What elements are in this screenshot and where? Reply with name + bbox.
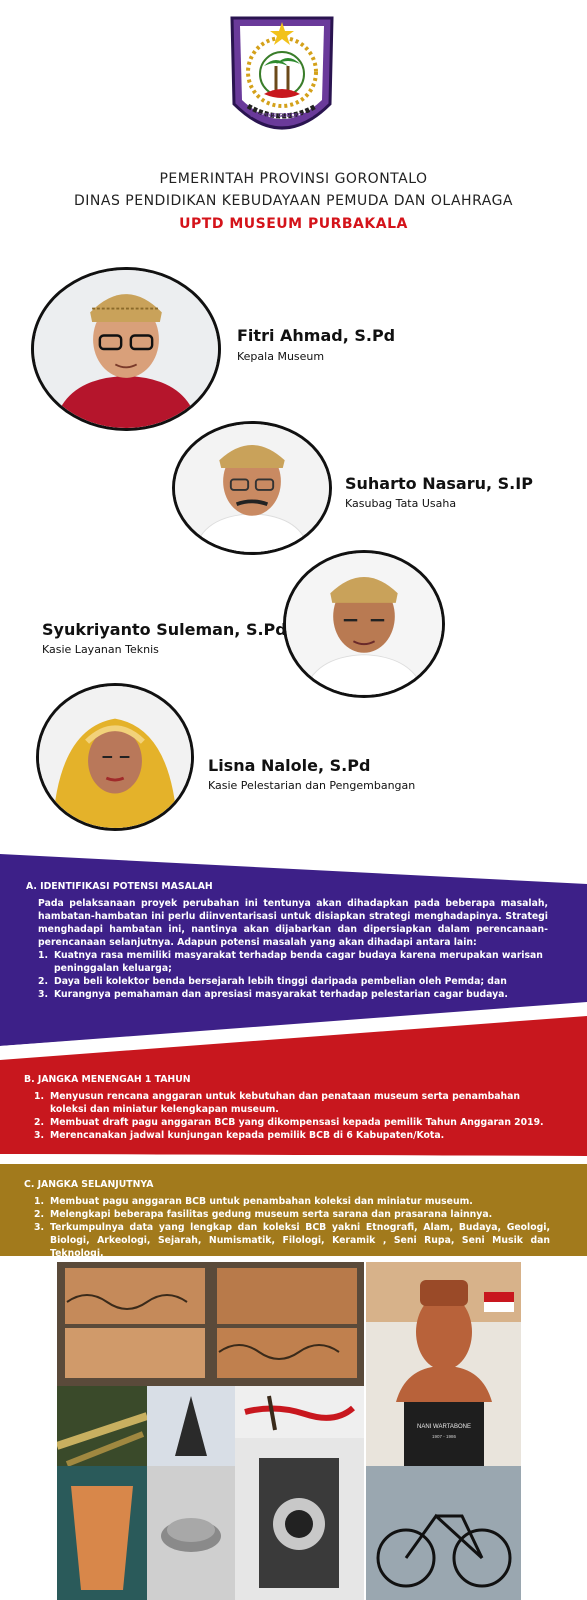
staff-role-3: Kasie Layanan Teknis	[42, 643, 159, 656]
section-a-title: A. IDENTIFIKASI POTENSI MASALAH	[26, 881, 213, 892]
gallery-camera-photo	[235, 1438, 364, 1600]
provincial-emblem-logo	[226, 14, 338, 144]
portrait-lisna-nalole	[36, 683, 194, 831]
emblem-text: PROVINSI GORONTALO	[250, 113, 314, 119]
gallery-keris-photo	[235, 1386, 364, 1438]
staff-name-2: Suharto Nasaru, S.IP	[345, 474, 533, 493]
section-b-list	[24, 1090, 550, 1142]
gallery-grindstone-photo	[147, 1466, 235, 1600]
section-c-title: C. JANGKA SELANJUTNYA	[24, 1179, 154, 1190]
museum-title: UPTD MUSEUM PURBAKALA	[179, 216, 408, 232]
list-item: 1. Kuatnya rasa memiliki masyarakat terhadap benda cagar budaya karena merupakan warisan peninggalan keluarga;	[38, 950, 543, 974]
section-b-title: B. JANGKA MENENGAH 1 TAHUN	[24, 1074, 191, 1085]
page-header	[0, 168, 587, 236]
section-b	[24, 1073, 550, 1142]
section-c-list	[24, 1195, 550, 1260]
portrait-syukriyanto-suleman	[283, 550, 445, 698]
staff-name-3: Syukriyanto Suleman, S.Pd	[42, 620, 287, 639]
government-title: PEMERINTAH PROVINSI GORONTALO	[159, 171, 428, 187]
list-item: 3. Merencanakan jadwal kunjungan kepada pemilik BCB di 6 Kabupaten/Kota.	[34, 1130, 445, 1141]
section-a	[26, 880, 548, 1001]
bust-plaque-years: 1907 - 1986	[431, 1434, 457, 1439]
staff-role-2: Kasubag Tata Usaha	[345, 497, 457, 510]
list-item: 2. Melengkapi beberapa fasilitas gedung museum serta sarana dan prasarana lainnya.	[34, 1209, 493, 1220]
section-c	[24, 1178, 550, 1260]
staff-role-4: Kasie Pelestarian dan Pengembangan	[208, 779, 416, 792]
list-item: 1. Menyusun rencana anggaran untuk kebutuhan dan penataan museum serta penambahan koleksi dan miniatur kelengkapan museum.	[34, 1091, 521, 1115]
section-a-list	[26, 949, 548, 1001]
department-title: DINAS PENDIDIKAN KEBUDAYAAN PEMUDA DAN OLAHRAGA	[73, 193, 513, 209]
bust-plaque-text: NANI WARTABONE	[417, 1424, 471, 1430]
gallery-hat-photo	[147, 1386, 235, 1466]
list-item: 2. Daya beli kolektor benda bersejarah lebih tinggi daripada pembelian oleh Pemda; dan	[38, 976, 507, 987]
section-a-paragraph: Pada pelaksanaan proyek perubahan ini tentunya akan dihadapkan pada beberapa masalah, hambatan-hambatan ini perlu diinventarisasi untuk disiapkan strategi menghadapinya. Strategi menghadapi hambatan ini, nantinya akan dijabarkan dan dipersiapkan dalam perencanaan-perencanaan selanjutnya. Adapun potensi masalah yang akan dihadapi antara lain:	[38, 898, 548, 948]
list-item: 3. Kurangnya pemahaman dan apresiasi masyarakat terhadap pelestarian cagar budaya.	[38, 989, 508, 1000]
list-item: 1. Membuat pagu anggaran BCB untuk penambahan koleksi dan miniatur museum.	[34, 1196, 473, 1207]
gallery-bicycle-photo	[366, 1466, 521, 1600]
portrait-fitri-ahmad	[31, 267, 221, 431]
gallery-bust-photo	[366, 1262, 521, 1466]
gallery-pottery-photo	[57, 1466, 147, 1600]
gallery-diorama-photo	[57, 1262, 364, 1386]
list-item: 2. Membuat draft pagu anggaran BCB yang dikompensasi kepada pemilik Tahun Anggaran 2019.	[34, 1117, 544, 1128]
staff-role-1: Kepala Museum	[237, 350, 325, 363]
staff-name-1: Fitri Ahmad, S.Pd	[237, 326, 396, 345]
list-item: 3. Terkumpulnya data yang lengkap dan koleksi BCB yakni Etnografi, Alam, Budaya, Geologi, Biologi, Arkeologi, Sejarah, Numismatik, Filologi, Keramik , Seni Rupa, Seni Musik dan Teknologi.	[34, 1222, 550, 1259]
gallery-bamboo-photo	[57, 1386, 147, 1466]
staff-name-4: Lisna Nalole, S.Pd	[208, 756, 371, 775]
portrait-suharto-nasaru	[172, 421, 332, 555]
